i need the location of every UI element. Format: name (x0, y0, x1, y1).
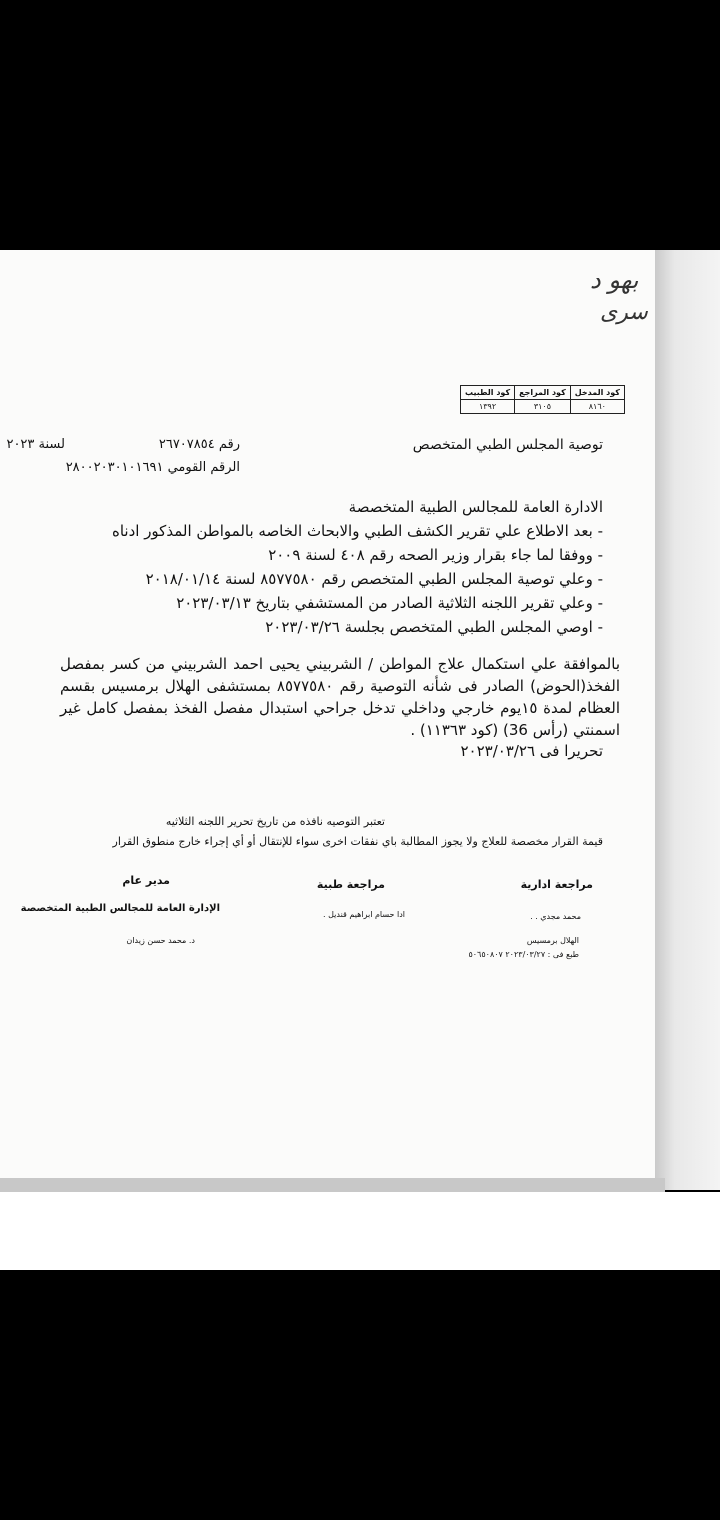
department-name: الادارة العامة للمجالس الطبية المتخصصة (348, 498, 603, 516)
paper-bottom-edge (0, 1178, 665, 1192)
validity-note: تعتبر التوصيه نافذه من تاريخ تحرير اللجنه الثلاثيه (165, 815, 385, 828)
director-title: مدير عام (122, 874, 170, 887)
codes-table (460, 385, 625, 414)
director-name: د. محمد حسن زيدان (126, 936, 195, 945)
background-strip (0, 1192, 720, 1270)
codes-header-doctor: كود الطبيب (461, 386, 515, 400)
body-item-4: - وعلي تقرير اللجنه الثلاثية الصادر من المستشفي بتاريخ ٢٠٢٣/٠٣/١٣ (176, 594, 603, 612)
document-page (0, 250, 665, 1190)
codes-value-doctor: ١٣٩٢ (461, 400, 515, 414)
handwritten-note-signature: سرى (600, 300, 648, 325)
body-item-1: - بعد الاطلاع علي تقرير الكشف الطبي والابحاث الخاصه بالمواطن المذكور ادناه (111, 522, 603, 540)
hospital-name: الهلال برمسيس (526, 936, 579, 945)
admin-reviewer-name: محمد مجدي . . (530, 912, 581, 921)
paper-shadow (655, 250, 720, 1190)
national-id: الرقم القومي ٢٨٠٠٢٠٣٠١٠١٦٩١ (65, 460, 240, 475)
codes-value-entry: ٨١٦٠ (570, 400, 624, 414)
codes-header-reviewer: كود المراجع (515, 386, 571, 400)
medical-review-title: مراجعة طبية (316, 878, 385, 891)
codes-header-entry: كود المدخل (570, 386, 624, 400)
recommendation-number: رقم ٢٦٧٠٧٨٥٤ (158, 437, 240, 452)
medical-reviewer-name: ادا حسام ابراهيم قنديل . (323, 910, 405, 919)
body-item-2: - ووفقا لما جاء بقرار وزير الصحه رقم ٤٠٨ لسنة ٢٠٠٩ (268, 546, 603, 564)
recommendation-year: لسنة ٢٠٢٣ (6, 437, 65, 452)
codes-value-reviewer: ٣١٠٥ (515, 400, 571, 414)
cost-note: قيمة القرار مخصصة للعلاج ولا يجوز المطالبة باي نفقات اخرى سواء للإنتقال أو أي إجراء خارج منطوق القرار (112, 835, 603, 848)
print-date: طبع فى : ٢٠٢٣/٠٣/٢٧ ٥٠٦٥٠٨٠٧ (468, 950, 579, 959)
body-item-3: - وعلي توصية المجلس الطبي المتخصص رقم ٨٥٧٧٥٨٠ لسنة ٢٠١٨/٠١/١٤ (145, 570, 603, 588)
director-department: الإدارة العامة للمجالس الطبية المتخصصة (20, 903, 220, 914)
document-title: توصية المجلس الطبي المتخصص (412, 437, 603, 453)
body-item-5: - اوصي المجلس الطبي المتخصص بجلسة ٢٠٢٣/٠٣/٢٦ (265, 618, 603, 636)
handwritten-note-top: بهو د (590, 266, 639, 294)
admin-review-title: مراجعة ادارية (520, 878, 593, 891)
decision-paragraph: بالموافقة علي استكمال علاج المواطن / الشربيني يحيى احمد الشربيني من كسر بمفصل الفخذ(الحوض) الصادر فى شأنه التوصية رقم ٨٥٧٧٥٨٠ بمستشفى الهلال برمسيس بقسم العظام لمدة ١٥يوم خارجي وداخلي تدخل جراحي استبدال مفصل الفخذ بمفصل كامل غير اسمنتي (رأس 36) (كود ١١٣٦٣) . (60, 655, 620, 739)
written-date: تحريرا فى ٢٠٢٣/٠٣/٢٦ (460, 742, 603, 760)
